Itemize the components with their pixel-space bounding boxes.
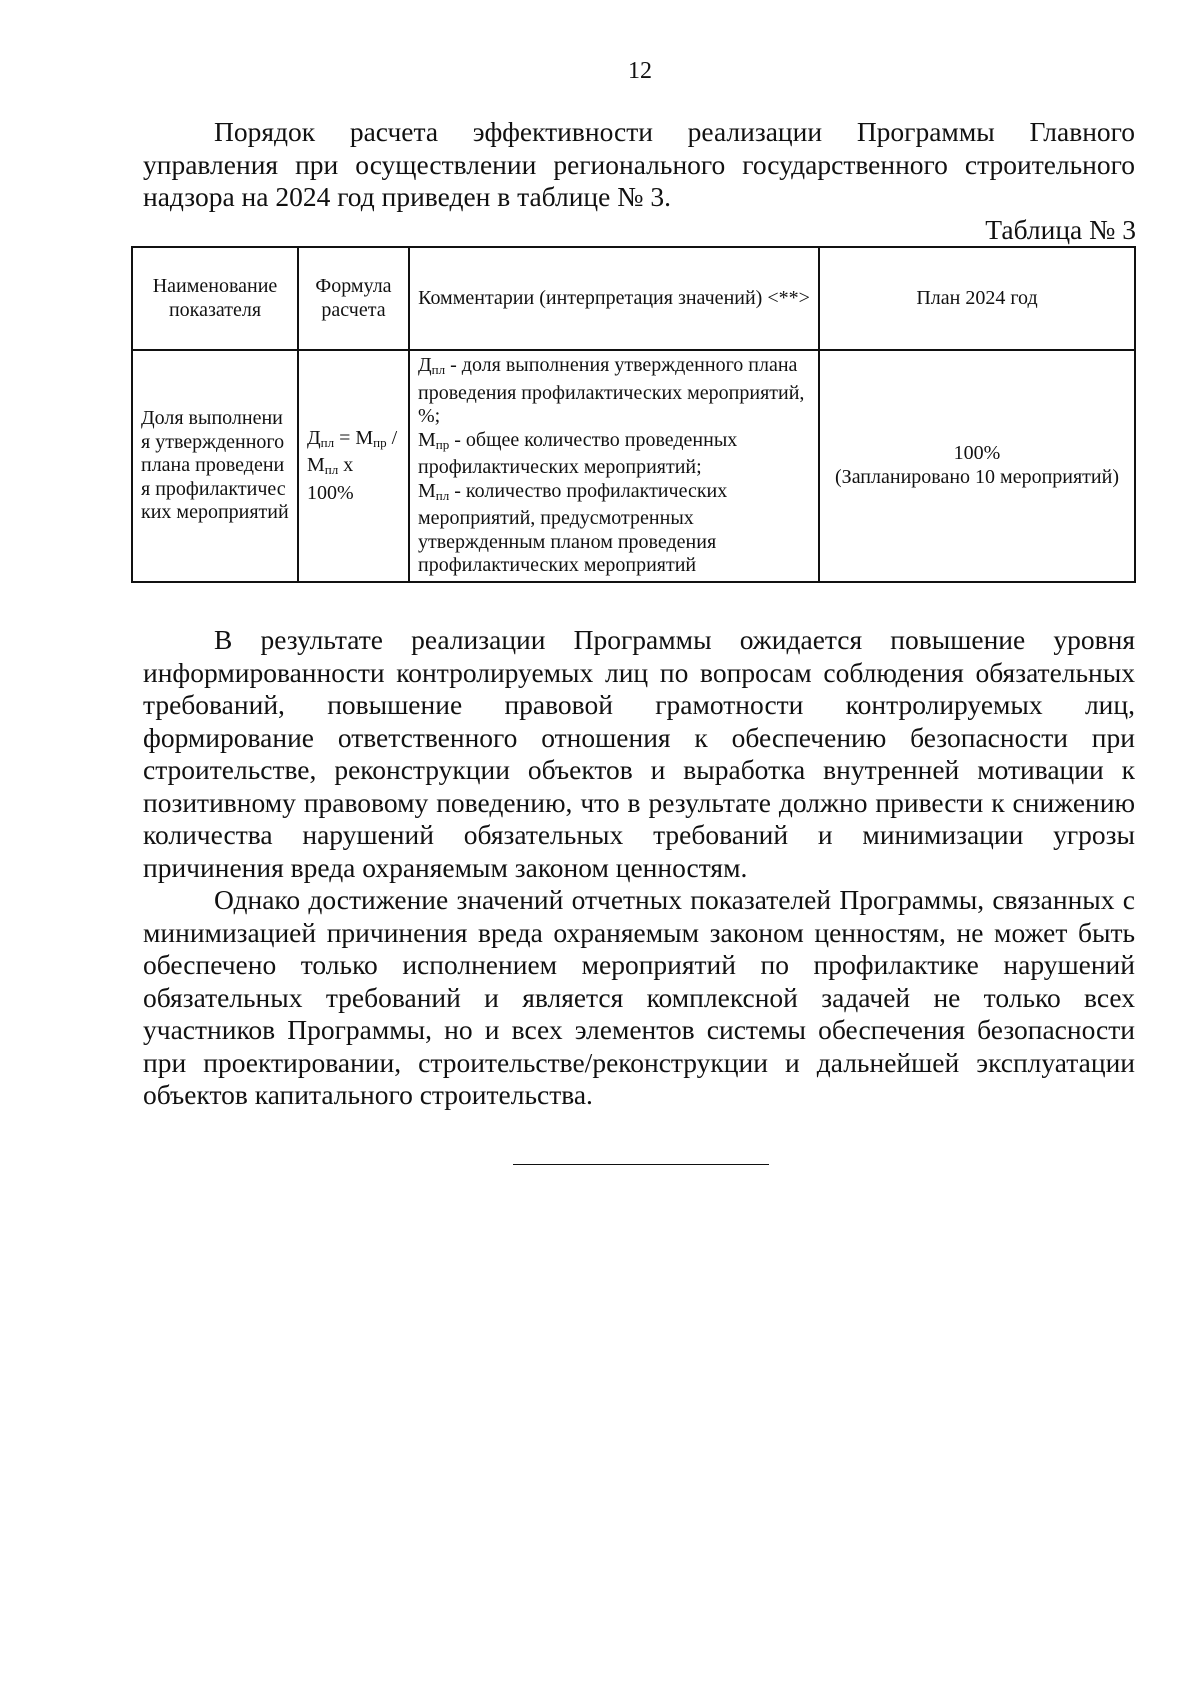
comment-d-symbol: Д (418, 354, 432, 376)
outcomes-section (143, 624, 1135, 1112)
comment-mpr-symbol: М (418, 428, 436, 451)
header-plan: План 2024 год (819, 247, 1135, 350)
comment-mpr-text: - общее количество проведенных профилактических мероприятий; (418, 428, 738, 478)
indicators-table (131, 246, 1136, 583)
plan-note: (Запланировано 10 мероприятий) (835, 465, 1119, 488)
plan-value: 100% (953, 442, 1001, 465)
formula-m2-sub: пл (324, 462, 339, 477)
comment-mpr-sub: пр (435, 436, 450, 452)
formula-d: Д (307, 426, 321, 449)
outcomes-paragraph-1: В результате реализации Программы ожидается повышение уровня информированности контролируемых лиц по вопросам соблюдения обязательных требований, повышение правовой грамотности контролируемых лиц, формирование ответственного отношения к обеспечению безопасности при строительстве, реконструкции объектов и выработка внутренней мотивации к позитивному правовому поведению, что в результате должно привести к снижению количества нарушений обязательных требований и минимизации угрозы причинения вреда охраняемым законом ценностям. (143, 624, 1135, 883)
cell-formula (298, 350, 409, 582)
comment-mpl-sub: пл (435, 487, 450, 503)
page-number: 12 (628, 58, 652, 84)
comment-d-sub: пл (431, 362, 446, 377)
end-divider-line (513, 1164, 769, 1165)
formula-m1-sub: пр (373, 434, 387, 450)
comment-mpl-symbol: М (418, 479, 436, 502)
formula-d-sub: пл (320, 434, 335, 450)
header-comments: Комментарии (интерпретация значений) <**> (409, 247, 819, 350)
intro-paragraph: Порядок расчета эффективности реализации Программы Главного управления при осуществлении регионального государственного строительного надзора на 2024 год приведен в таблице № 3. (143, 116, 1135, 212)
formula-tail: х 100% (307, 454, 354, 504)
comment-d-text: - доля выполнения утвержденного плана проведения профилактических мероприятий, %; (418, 354, 805, 427)
formula-eq: = М (334, 426, 374, 449)
cell-comments (409, 350, 819, 582)
header-indicator-name: Наименование показателя (132, 247, 298, 350)
formula-div: / М (307, 426, 398, 476)
cell-plan (819, 350, 1135, 582)
comment-mpl-text: - количество профилактических мероприятий, предусмотренных утвержденным планом проведения профилактических мероприятий (418, 479, 728, 576)
cell-indicator-name: Доля выполнения утвержденного плана проведения профилактических мероприятий (132, 350, 298, 582)
table-row (132, 350, 1135, 582)
header-formula: Формула расчета (298, 247, 409, 350)
outcomes-paragraph-2: Однако достижение значений отчетных показателей Программы, связанных с минимизацией причинения вреда охраняемым законом ценностям, не может быть обеспечено только исполнением мероприятий по профилактике нарушений обязательных требований и является комплексной задачей не только всех участников Программы, но и всех элементов системы обеспечения безопасности при проектировании, строительстве/реконструкции и дальнейшей эксплуатации объектов капитального строительства. (143, 884, 1135, 1110)
table-header-row (132, 247, 1135, 350)
intro-section (143, 116, 1135, 214)
table-caption: Таблица № 3 (985, 214, 1136, 245)
